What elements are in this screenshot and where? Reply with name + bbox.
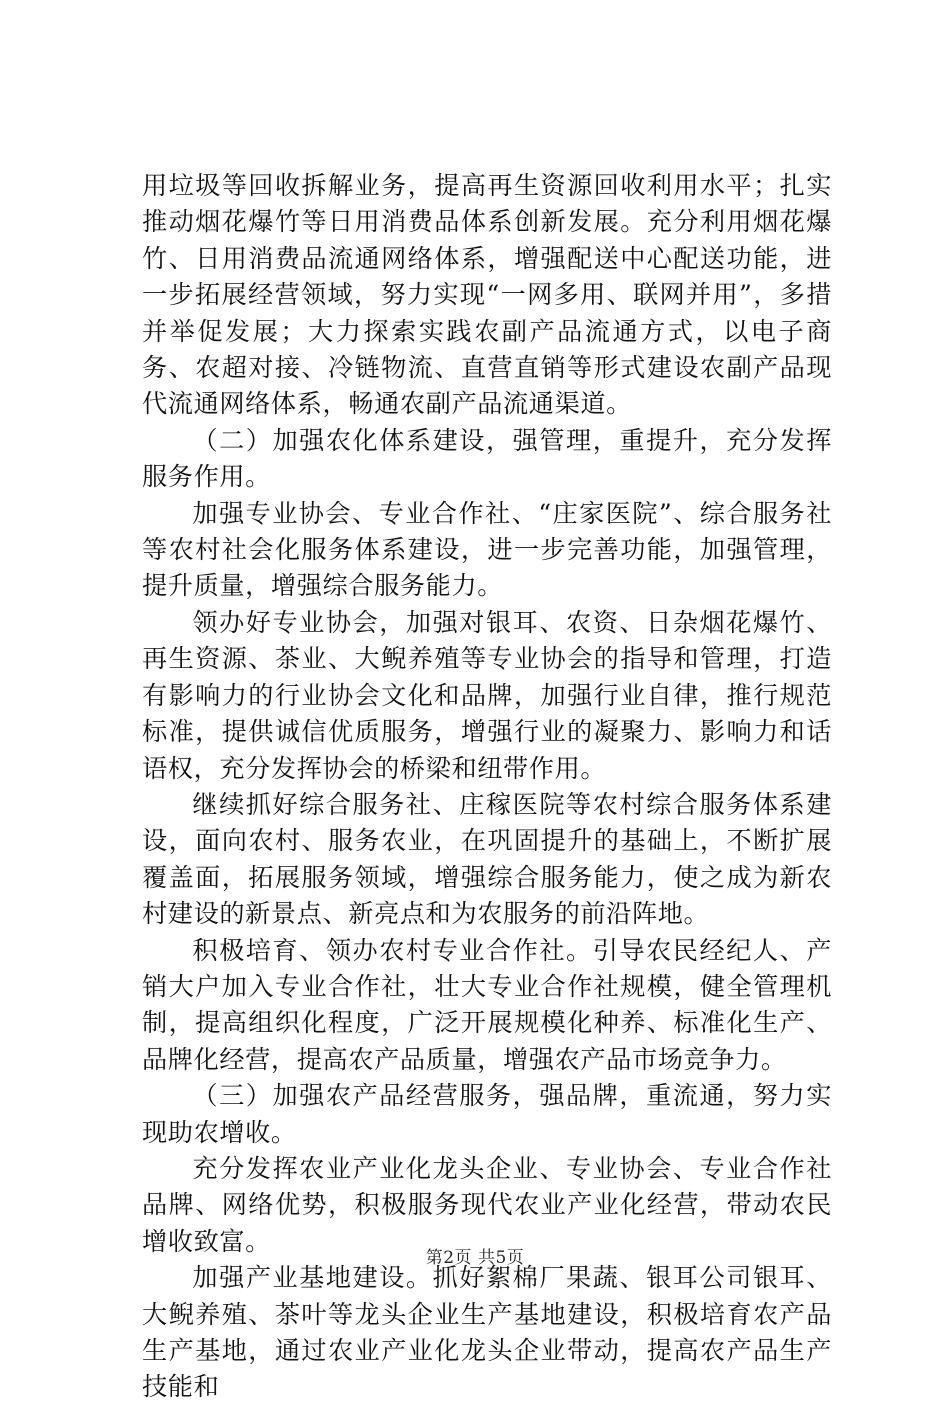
paragraph: 领办好专业协会，加强对银耳、农资、日杂烟花爆竹、再生资源、茶业、大鲵养殖等专业协会的指导和管理，打造有影响力的行业协会文化和品牌，加强行业自律，推行规范标准，提供诚信优质服务，增强行业的凝聚力、影响力和话语权，充分发挥协会的桥梁和纽带作用。 (142, 607, 832, 783)
paragraph: 加强专业协会、专业合作社、“庄家医院”、综合服务社等农村社会化服务体系建设，进一步完善功能，加强管理，提升质量，增强综合服务能力。 (142, 498, 832, 601)
paragraph: 积极培育、领办农村专业合作社。引导农民经纪人、产销大户加入专业合作社，壮大专业合作社规模，健全管理机制，提高组织化程度，广泛开展规模化种养、标准化生产、品牌化经营，提高农产品质量，增强农产品市场竞争力。 (142, 935, 832, 1074)
section-heading-three: （三）加强农产品经营服务，强品牌，重流通，努力实现助农增收。 (142, 1081, 832, 1147)
document-body (142, 168, 832, 1406)
section-heading-two: （二）加强农化体系建设，强管理，重提升，充分发挥服务作用。 (142, 425, 832, 492)
paragraph-continuation: 用垃圾等回收拆解业务，提高再生资源回收利用水平；扎实推动烟花爆竹等日用消费品体系创新发展。充分利用烟花爆竹、日用消费品流通网络体系，增强配送中心配送功能，进一步拓展经营领域，努力实现“一网多用、联网并用”，多措并举促发展；大力探索实践农副产品流通方式，以电子商务、农超对接、冷链物流、直营直销等形式建设农副产品现代流通网络体系，畅通农副产品流通渠道。 (142, 171, 832, 419)
paragraph: 充分发挥农业产业化龙头企业、专业协会、专业合作社品牌、网络优势，积极服务现代农业产业化经营，带动农民增收致富。 (142, 1153, 832, 1256)
page-number-footer: 第2页 共5页 (425, 1248, 525, 1268)
paragraph: 继续抓好综合服务社、庄稼医院等农村综合服务体系建设，面向农村、服务农业，在巩固提升的基础上，不断扩展覆盖面，拓展服务领域，增强综合服务能力，使之成为新农村建设的新景点、新亮点和为农服务的前沿阵地。 (142, 789, 832, 929)
paragraph: 加强产业基地建设。抓好絮棉厂果蔬、银耳公司银耳、大鲵养殖、茶叶等龙头企业生产基地建设，积极培育农产品生产基地，通过农业产业化龙头企业带动，提高农产品生产技能和 (142, 1263, 832, 1402)
